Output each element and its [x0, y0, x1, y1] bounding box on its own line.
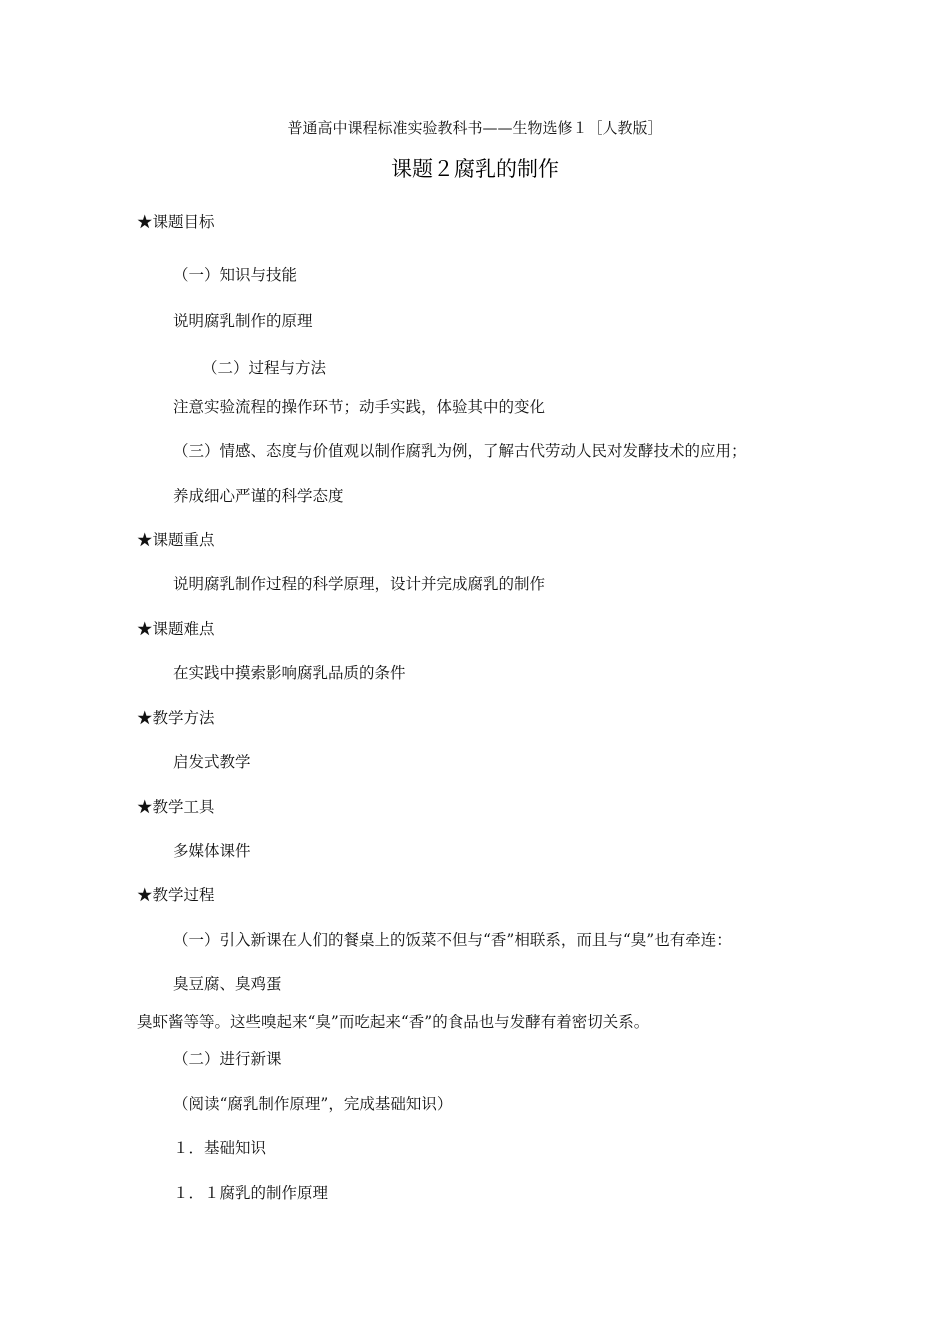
document-subtitle: 普通高中课程标准实验教科书——生物选修１［人教版］: [287, 119, 663, 137]
tools-text: 多媒体课件: [173, 842, 251, 860]
process-intro-text-cont: 臭豆腐、臭鸡蛋: [173, 975, 282, 993]
objective-attitude-text-cont: 养成细心严谨的科学态度: [173, 487, 344, 505]
difficulties-text: 在实践中摸索影响腐乳品质的条件: [173, 664, 406, 682]
methods-text: 启发式教学: [173, 753, 251, 771]
principle-subheading: １．１腐乳的制作原理: [173, 1184, 329, 1202]
section-heading-process: ★教学过程: [137, 886, 215, 904]
section-heading-tools: ★教学工具: [137, 798, 215, 816]
objective-process-text: 注意实验流程的操作环节；动手实践，体验其中的变化: [173, 398, 546, 416]
objective-process-heading: （二）过程与方法: [202, 359, 327, 377]
process-intro-text-cont2: 臭虾酱等等。这些嗅起来“臭”而吃起来“香”的食品也与发酵有着密切关系。: [137, 1013, 650, 1031]
objective-attitude-text: （三）情感、态度与价值观以制作腐乳为例，了解古代劳动人民对发酵技术的应用；: [173, 442, 747, 460]
document-title: 课题２腐乳的制作: [391, 157, 559, 181]
objective-knowledge-text: 说明腐乳制作的原理: [173, 312, 313, 330]
section-heading-key-points: ★课题重点: [137, 531, 215, 549]
process-new-lesson-heading: （二）进行新课: [173, 1050, 282, 1068]
section-heading-difficulties: ★课题难点: [137, 620, 215, 638]
section-heading-objectives: ★课题目标: [137, 213, 215, 231]
section-heading-methods: ★教学方法: [137, 709, 215, 727]
process-intro-text: （一）引入新课在人们的餐桌上的饭菜不但与“香”相联系，而且与“臭”也有牵连：: [173, 931, 732, 949]
objective-knowledge-heading: （一）知识与技能: [173, 266, 298, 284]
basic-knowledge-heading: １．基础知识: [173, 1139, 267, 1157]
process-reading-note: （阅读“腐乳制作原理”，完成基础知识）: [173, 1095, 453, 1113]
key-points-text: 说明腐乳制作过程的科学原理，设计并完成腐乳的制作: [173, 575, 546, 593]
